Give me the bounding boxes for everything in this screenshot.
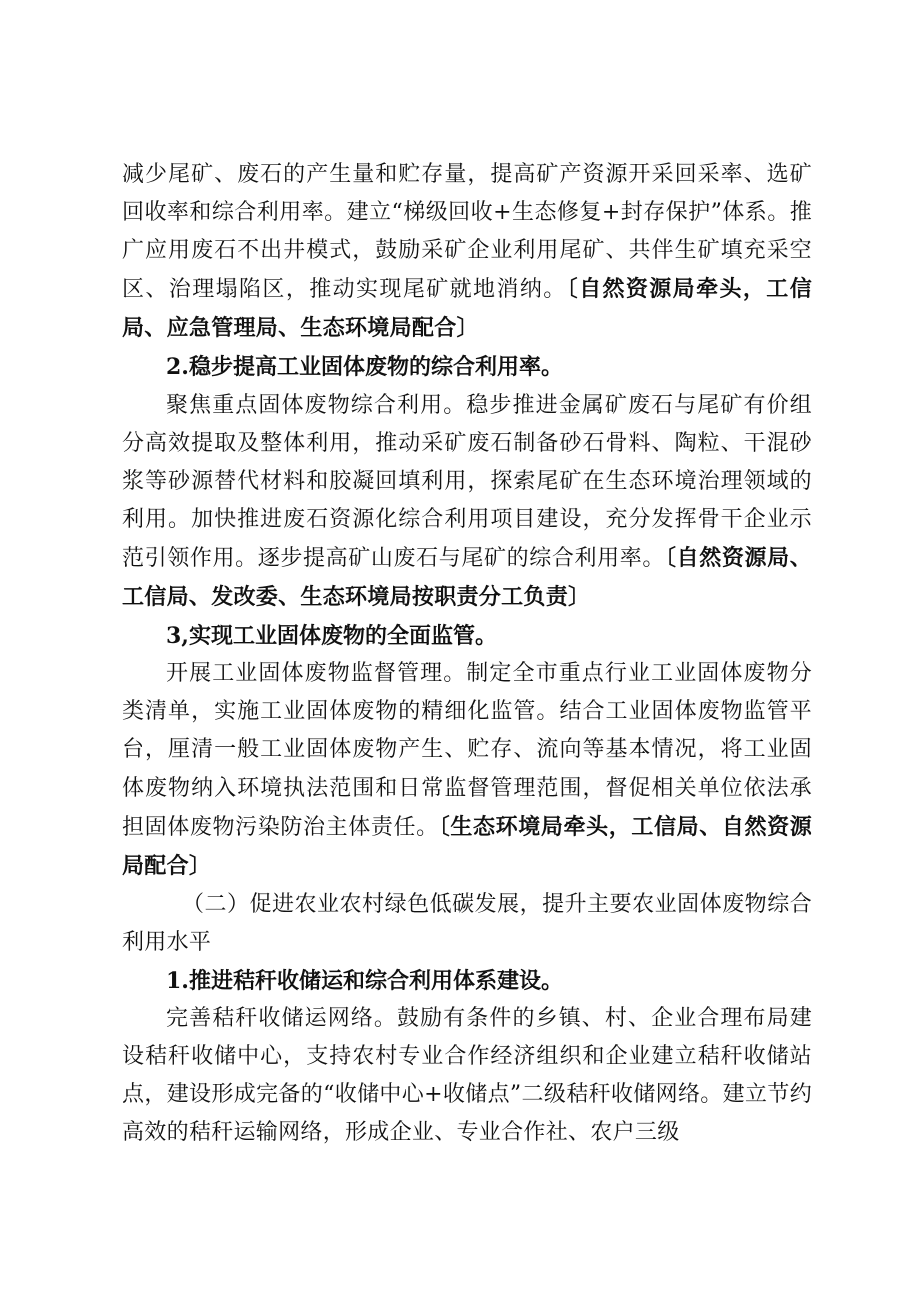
paragraph-text: 完善秸秆收储运网络。鼓励有条件的乡镇、村、企业合理布局建设秸秆收储中心，支持农村专业合作经济组织和企业建立秸秆收储站点，建设形成完备的“收储中心+收储点”二级秸秆收储网络。建立节约高效的秸秆运输网络，形成企业、专业合作社、农户三级 [122,1006,812,1146]
responsible-departments: 〔自然资源局牵头，工信局、应急管理局、生态环境局配合〕 [122,276,813,342]
responsible-departments: 〔生态环境局牵头，工信局、自然资源局配合〕 [122,813,813,879]
document-page [122,156,812,1152]
paragraph-text: 减少尾矿、废石的产生量和贮存量，提高矿产资源开采回采率、选矿回收率和综合利用率。建立“梯级回收+生态修复+封存保护”体系。推广应用废石不出井模式，鼓励采矿企业利用尾矿、共伴生矿填充采空区、治理塌陷区，推动实现尾矿就地消纳。 [122,162,812,303]
paragraph-straw [122,1000,812,1152]
paragraph-utilization [122,387,812,618]
heading-industrial-utilization: 2.稳步提高工业固体废物的综合利用率。 [166,354,563,381]
paragraph-text: 聚焦重点固体废物综合利用。稳步推进金属矿废石与尾矿有价组分高效提取及整体利用，推动采矿废石制备砂石骨料、陶粒、干混砂浆等砂源替代材料和胶凝回填利用，探索尾矿在生态环境治理领域的利用。加快推进废石资源化综合利用项目建设，充分发挥骨干企业示范引领作用。逐步提高矿山废石与尾矿的综合利用率。 [122,392,812,571]
heading-supervision: 3,实现工业固体废物的全面监管。 [166,623,497,650]
responsible-departments: 〔自然资源局、工信局、发改委、生态环境局按职责分工负责〕 [122,544,812,611]
paragraph-tailings [122,156,812,348]
paragraph-text: 开展工业固体废物监督管理。制定全市重点行业工业固体废物分类清单，实施工业固体废物的精细化监管。结合工业固体废物监管平台，厘清一般工业固体废物产生、贮存、流向等基本情况，将工业固体废物纳入环境执法范围和日常监督管理范围，督促相关单位依法承担固体废物污染防治主体责任。 [122,661,812,840]
paragraph-supervision [122,655,812,886]
heading-straw-system: 1.推进秸秆收储运和综合利用体系建设。 [166,967,563,994]
section-heading-agriculture: （二）促进农业农村绿色低碳发展，提升主要农业固体废物综合利用水平 [122,891,812,955]
